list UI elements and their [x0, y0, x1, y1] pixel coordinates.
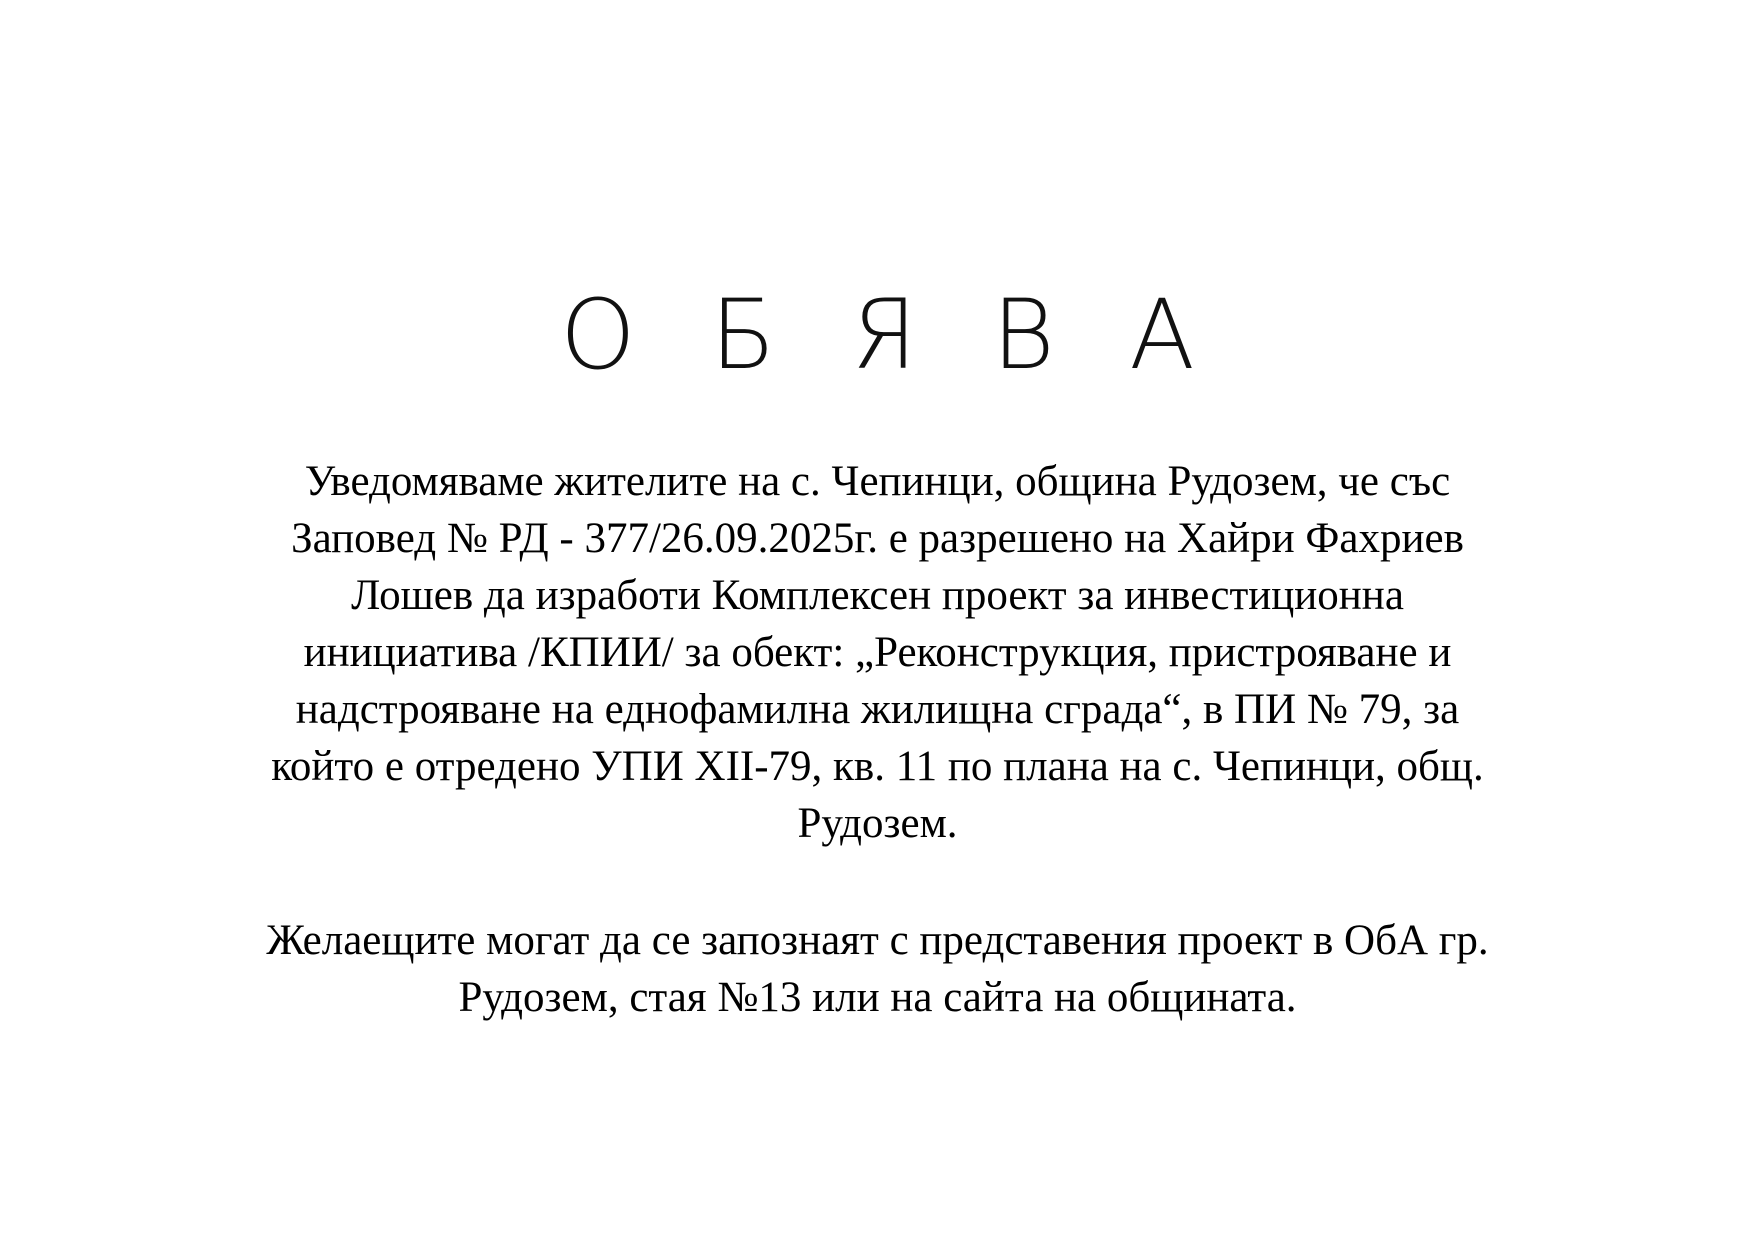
notice-paragraph-2 — [150, 912, 1605, 1026]
notice-paragraph-1 — [150, 453, 1605, 852]
paragraph-line: Лошев да изработи Комплексен проект за инвестиционна — [351, 572, 1404, 619]
paragraph-line: Рудозем, стая №13 или на сайта на общината. — [458, 974, 1297, 1021]
paragraph-line: надстрояване на еднофамилна жилищна сграда“, в ПИ № 79, за — [295, 686, 1460, 733]
paragraph-line: Уведомяваме жителите на с. Чепинци, община Рудозем, че със — [304, 458, 1451, 505]
paragraph-line: Желаещите могат да се запознаят с представения проект в ОбА гр. — [266, 917, 1489, 964]
paragraph-line: инициатива /КПИИ/ за обект: „Реконструкция, пристрояване и — [303, 629, 1452, 676]
page-title: О Б Я В А — [560, 279, 1217, 391]
paragraph-line: който е отредено УПИ XII-79, кв. 11 по плана на с. Чепинци, общ. — [271, 743, 1484, 790]
paragraph-line: Заповед № РД - 377/26.09.2025г. е разрешено на Хайри Фахриев — [291, 515, 1464, 562]
paragraph-line: Рудозем. — [797, 800, 958, 847]
